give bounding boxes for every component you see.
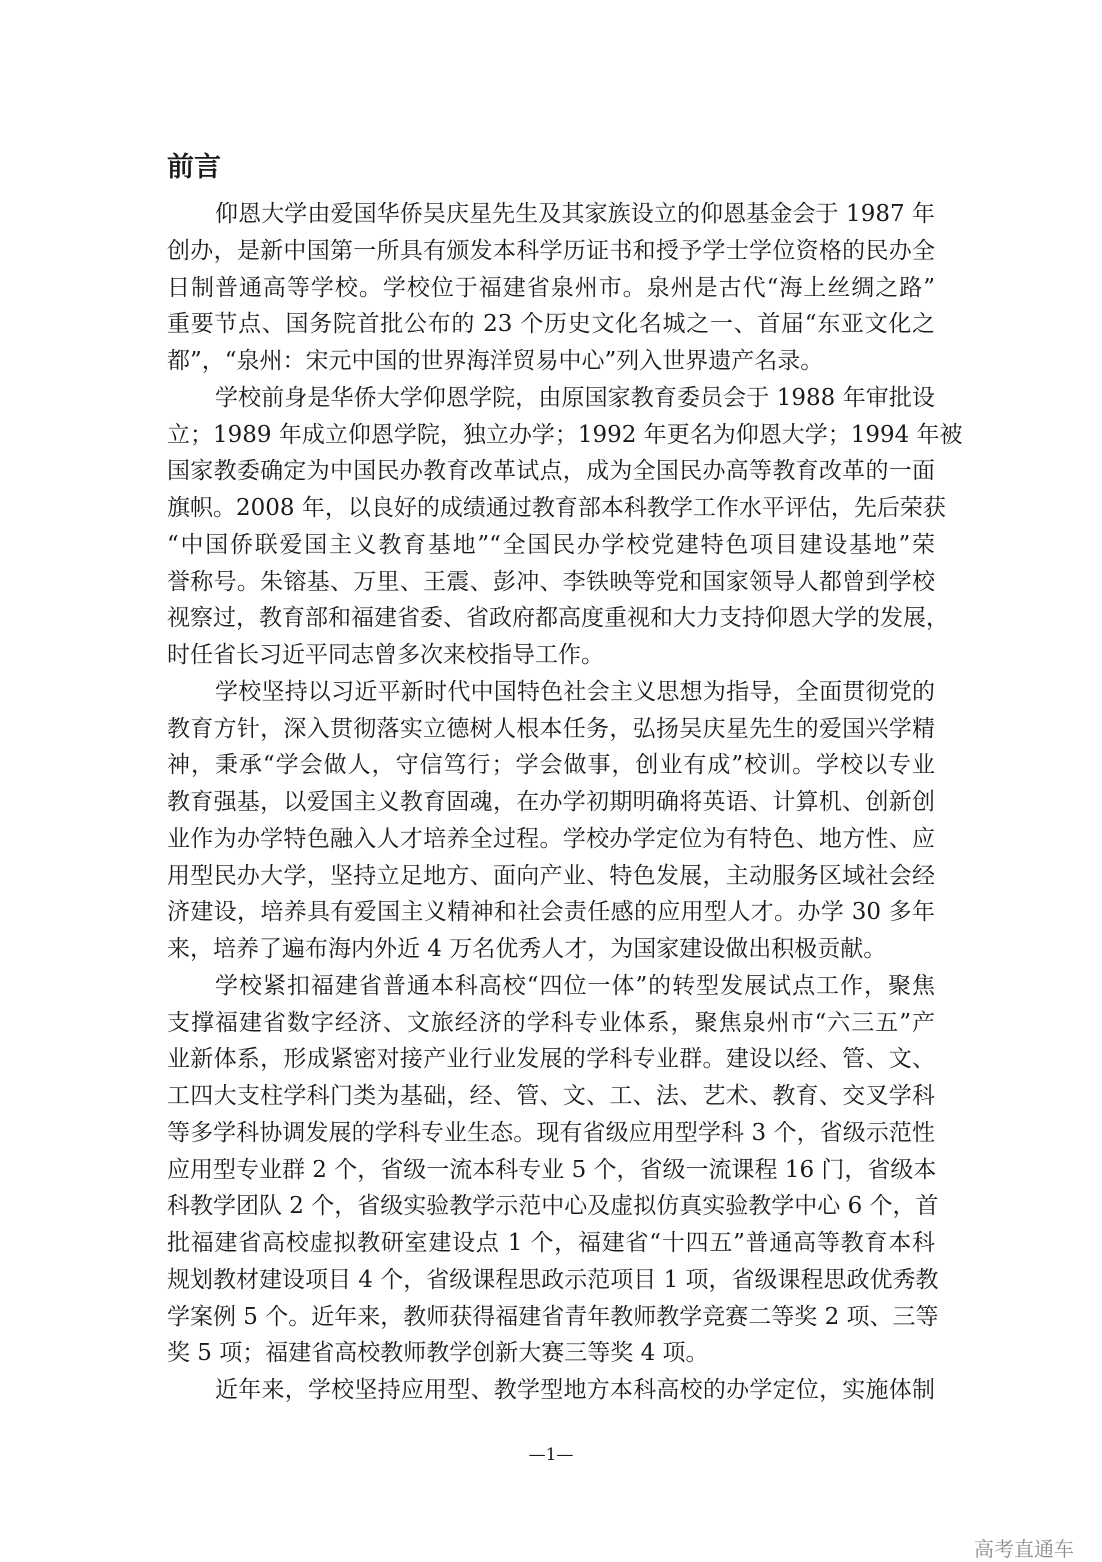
page-number: —1— [528,1445,574,1465]
text-line: 应用型专业群 2 个，省级一流本科专业 5 个，省级一流课程 16 门，省级本 [167,1156,937,1183]
text-line: 科教学团队 2 个，省级实验教学示范中心及虚拟仿真实验教学中心 6 个，首 [167,1193,939,1220]
paragraph [167,380,963,674]
page-title: 前言 [167,152,221,183]
text-line: 济建设，培养具有爱国主义精神和社会责任感的应用型人才。办学 30 多年 [167,899,935,926]
text-line: 学校紧扣福建省普通本科高校“四位一体”的转型发展试点工作，聚焦 [215,972,935,999]
text-line: 仰恩大学由爱国华侨吴庆星先生及其家族设立的仰恩基金会于 1987 年 [215,201,935,227]
paragraph [167,968,939,1372]
paragraph [167,196,935,380]
text-line: 奖 5 项；福建省高校教师教学创新大赛三等奖 4 项。 [167,1340,709,1367]
text-line: 旗帜。2008 年，以良好的成绩通过教育部本科教学工作水平评估，先后荣获 [167,495,946,521]
text-line: 立；1989 年成立仰恩学院，独立办学；1992 年更名为仰恩大学；1994 年被 [167,421,963,448]
text-line: 批福建省高校虚拟教研室建设点 1 个，福建省“十四五”普通高等教育本科 [167,1230,935,1256]
text-line: 学校前身是华侨大学仰恩学院，由原国家教育委员会于 1988 年审批设 [215,384,935,411]
text-line: 学案例 5 个。近年来，教师获得福建省青年教师教学竞赛二等奖 2 项、三等 [167,1303,939,1330]
text-line: 教育方针，深入贯彻落实立德树人根本任务，弘扬吴庆星先生的爱国兴学精 [167,715,935,742]
text-line: 等多学科协调发展的学科专业生态。现有省级应用型学科 3 个，省级示范性 [167,1119,935,1146]
text-line: “中国侨联爱国主义教育基地”“全国民办学校党建特色项目建设基地”荣 [167,531,935,558]
paragraph [167,1372,935,1409]
text-line: 近年来，学校坚持应用型、教学型地方本科高校的办学定位，实施体制 [215,1377,935,1403]
text-line: 用型民办大学，坚持立足地方、面向产业、特色发展，主动服务区域社会经 [167,862,935,889]
document-body [167,196,963,1409]
text-line: 重要节点、国务院首批公布的 23 个历史文化名城之一、首届“东亚文化之 [167,311,935,338]
text-line: 时任省长习近平同志曾多次来校指导工作。 [167,642,604,668]
text-line: 业新体系，形成紧密对接产业行业发展的学科专业群。建设以经、管、文、 [167,1046,935,1073]
text-line: 神，秉承“学会做人，守信笃行；学会做事，创业有成”校训。学校以专业 [167,752,935,779]
text-line: 来，培养了遍布海内外近 4 万名优秀人才，为国家建设做出积极贡献。 [167,936,887,962]
text-line: 日制普通高等学校。学校位于福建省泉州市。泉州是古代“海上丝绸之路” [167,274,935,301]
text-line: 业作为办学特色融入人才培养全过程。学校办学定位为有特色、地方性、应 [167,825,935,852]
watermark: 高考直通车 [974,1537,1074,1561]
text-line: 教育强基，以爱国主义教育固魂，在办学初期明确将英语、计算机、创新创 [167,789,935,815]
text-line: 创办，是新中国第一所具有颁发本科学历证书和授予学士学位资格的民办全 [167,237,935,264]
text-line: 规划教材建设项目 4 个，省级课程思政示范项目 1 项，省级课程思政优秀教 [167,1266,939,1293]
text-line: 工四大支柱学科门类为基础，经、管、文、工、法、艺术、教育、交叉学科 [167,1083,935,1109]
text-line: 学校坚持以习近平新时代中国特色社会主义思想为指导，全面贯彻党的 [215,678,935,705]
text-line: 都”，“泉州：宋元中国的世界海洋贸易中心”列入世界遗产名录。 [167,348,824,374]
text-line: 视察过，教育部和福建省委、省政府都高度重视和大力支持仰恩大学的发展， [167,605,949,632]
text-line: 誉称号。朱镕基、万里、王震、彭冲、李铁映等党和国家领导人都曾到学校 [167,568,935,595]
paragraph [167,674,935,968]
text-line: 国家教委确定为中国民办教育改革试点，成为全国民办高等教育改革的一面 [167,458,935,485]
text-line: 支撑福建省数字经济、文旅经济的学科专业体系，聚焦泉州市“六三五”产 [167,1009,935,1036]
